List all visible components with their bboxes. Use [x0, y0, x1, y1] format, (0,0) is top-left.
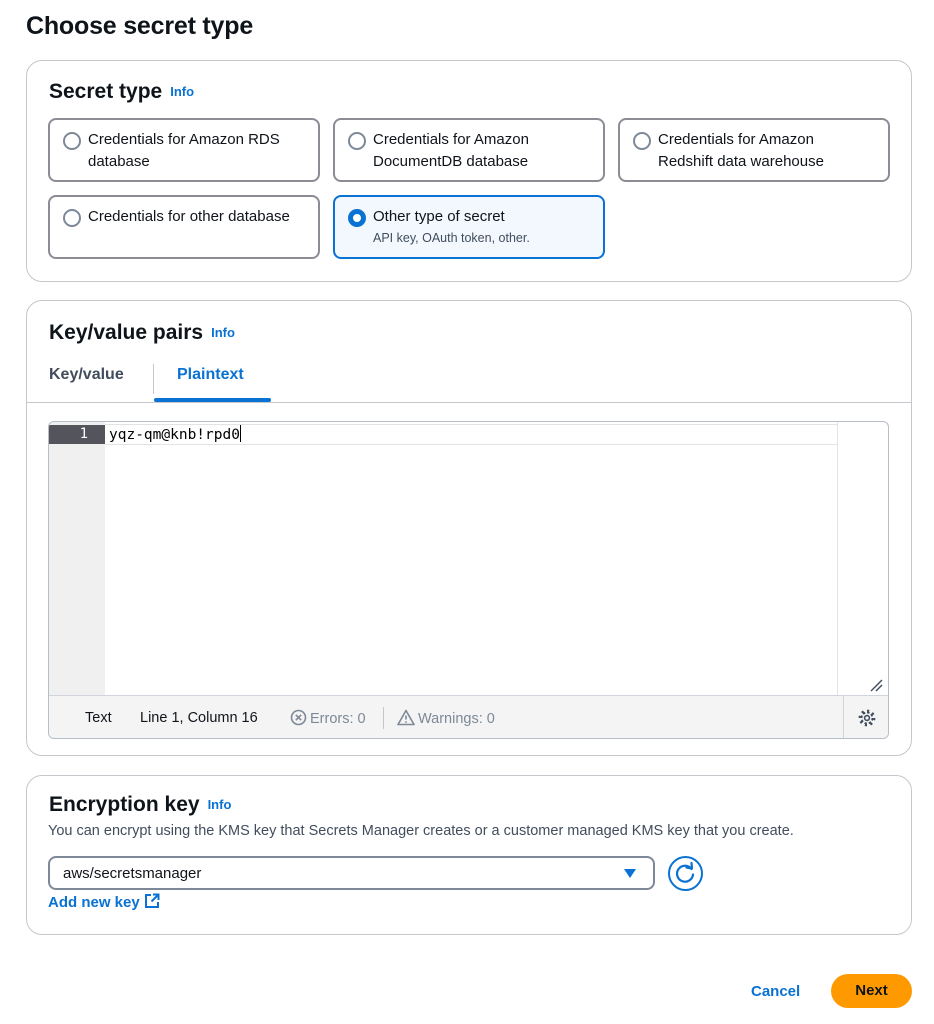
cursor-position: Line 1, Column 16 [140, 710, 258, 726]
key-value-heading: Key/value pairs Info [49, 321, 235, 344]
encryption-info-link[interactable]: Info [207, 797, 232, 812]
encryption-description: You can encrypt using the KMS key that Secrets Manager creates or a customer managed KMS key that you create. [48, 823, 794, 839]
tab-key-value[interactable]: Key/value [49, 366, 124, 383]
editor-status-bar [49, 695, 889, 739]
dropdown-caret-icon [624, 869, 636, 878]
line-number: 1 [49, 425, 105, 444]
warning-icon [397, 709, 415, 726]
plaintext-editor[interactable] [48, 421, 889, 739]
tile-label: Credentials for Amazon [373, 131, 529, 148]
radio-icon[interactable] [348, 132, 366, 150]
tile-label: Other type of secret [373, 208, 505, 225]
kms-key-value: aws/secretsmanager [63, 865, 202, 882]
add-new-key-link[interactable] [48, 893, 160, 911]
editor-scrollbar-track[interactable] [837, 422, 838, 695]
warnings-label: Warnings: 0 [418, 711, 495, 727]
tile-other-secret[interactable] [333, 195, 605, 259]
secret-type-info-link[interactable]: Info [170, 84, 195, 99]
radio-icon[interactable] [63, 209, 81, 227]
tile-description: API key, OAuth token, other. [373, 231, 530, 245]
tile-redshift[interactable] [618, 118, 890, 182]
status-divider [383, 707, 384, 729]
text-cursor [240, 425, 241, 442]
tab-divider [153, 364, 154, 394]
tile-other-database[interactable] [48, 195, 320, 259]
tile-label: Credentials for Amazon [658, 131, 814, 148]
encryption-panel [26, 775, 912, 935]
tile-label: Credentials for Amazon RDS [88, 131, 280, 148]
kms-key-select[interactable] [48, 856, 655, 890]
next-button[interactable]: Next [831, 974, 912, 1008]
add-new-key-label: Add new key [48, 894, 140, 911]
errors-count[interactable] [290, 709, 366, 728]
errors-label: Errors: 0 [310, 711, 366, 727]
radio-icon[interactable] [63, 132, 81, 150]
tile-label-cont: DocumentDB database [373, 153, 529, 170]
key-value-info-link[interactable]: Info [211, 325, 235, 340]
tile-label: Credentials for other database [88, 208, 290, 225]
editor-text[interactable]: yqz-qm@knb!rpd0 [109, 427, 240, 443]
editor-mode: Text [85, 710, 112, 726]
status-divider [843, 696, 844, 739]
refresh-button[interactable] [668, 856, 703, 891]
error-icon [290, 709, 307, 726]
gear-icon[interactable] [857, 708, 877, 728]
warnings-count[interactable] [397, 709, 495, 728]
line-number-gutter [49, 422, 105, 695]
resize-handle-icon[interactable] [869, 678, 883, 692]
radio-icon[interactable] [633, 132, 651, 150]
secret-type-heading: Secret type Info [49, 80, 195, 103]
tile-label-cont: database [88, 153, 150, 170]
page-title: Choose secret type [26, 12, 254, 40]
encryption-heading: Encryption key Info [49, 793, 232, 816]
tile-rds[interactable] [48, 118, 320, 182]
external-link-icon [144, 893, 160, 909]
tile-label-cont: Redshift data warehouse [658, 153, 824, 170]
radio-icon[interactable] [348, 209, 366, 227]
refresh-icon [670, 858, 701, 889]
tab-plaintext[interactable]: Plaintext [177, 366, 244, 383]
editor-content[interactable] [109, 425, 241, 445]
tile-documentdb[interactable] [333, 118, 605, 182]
tabs-divider [27, 402, 911, 403]
cancel-button[interactable]: Cancel [751, 983, 801, 1000]
